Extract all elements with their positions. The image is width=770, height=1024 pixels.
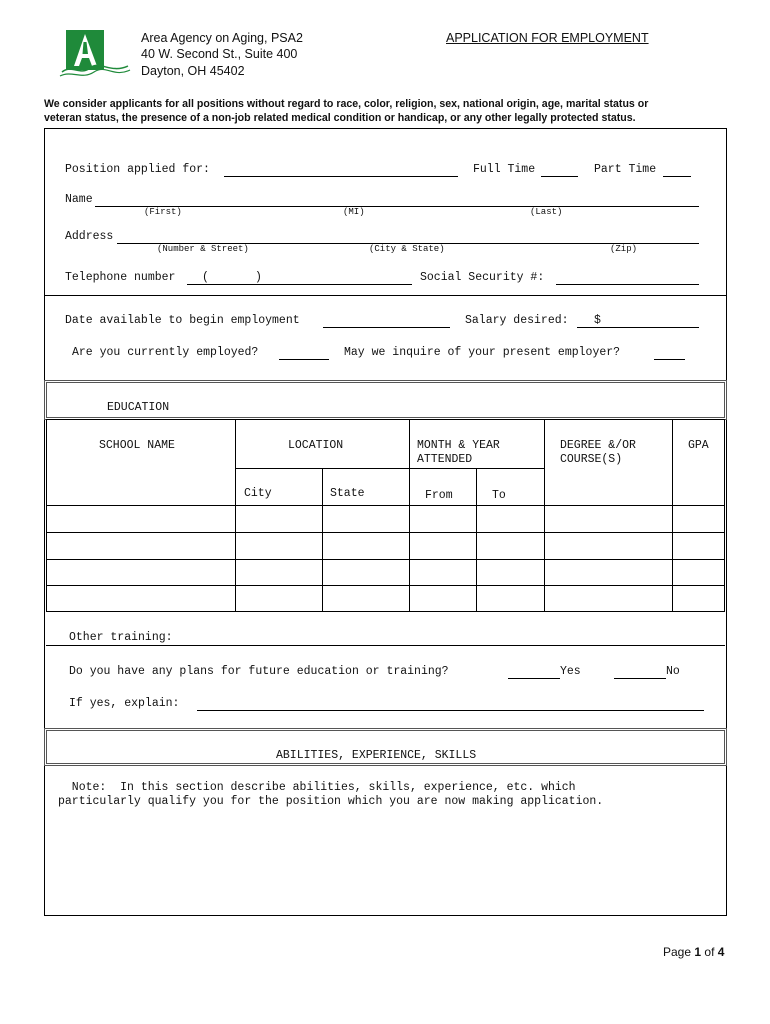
skills-note-line-2: particularly qualify you for the position which you are now making application.: [58, 795, 604, 808]
sub-city: City: [244, 487, 272, 500]
position-input[interactable]: [224, 176, 458, 177]
name-label: Name: [65, 193, 93, 206]
skills-text-area[interactable]: [48, 812, 723, 912]
table-col-line: [409, 419, 410, 612]
col-gpa: GPA: [688, 439, 709, 452]
col-degree-line1: DEGREE &/OR: [560, 439, 636, 452]
future-education-label: Do you have any plans for future education or training?: [69, 665, 449, 678]
date-available-input[interactable]: [323, 327, 450, 328]
other-training-label: Other training:: [69, 631, 173, 644]
table-line: [46, 505, 725, 506]
education-header-box: [44, 380, 727, 420]
sub-to: To: [492, 489, 506, 502]
date-available-label: Date available to begin employment: [65, 314, 300, 327]
name-input[interactable]: [95, 206, 699, 207]
table-col-line: [672, 419, 673, 612]
table-col-line: [544, 419, 545, 612]
tel-paren-close: ): [255, 271, 262, 284]
table-line: [46, 532, 725, 533]
sub-state: State: [330, 487, 365, 500]
education-title: EDUCATION: [107, 401, 170, 414]
tel-paren-open: (: [202, 271, 209, 284]
inquire-input[interactable]: [654, 359, 685, 360]
table-line: [235, 468, 544, 469]
employed-label: Are you currently employed?: [72, 346, 259, 359]
ssn-input[interactable]: [556, 284, 699, 285]
address-label: Address: [65, 230, 114, 243]
col-degree-line2: COURSE(S): [560, 453, 623, 466]
address-line-1: 40 W. Second St., Suite 400: [141, 47, 298, 61]
page-total: 4: [717, 945, 725, 959]
name-last-caption: (Last): [530, 207, 563, 217]
table-col-line: [476, 468, 477, 612]
section-divider: [44, 295, 727, 296]
agency-logo-mark: [58, 28, 132, 80]
form-title: APPLICATION FOR EMPLOYMENT: [446, 31, 649, 45]
explain-label: If yes, explain:: [69, 697, 180, 710]
of-word: of: [704, 945, 715, 959]
address-line-2: Dayton, OH 45402: [141, 64, 245, 78]
employed-input[interactable]: [279, 359, 329, 360]
sub-from: From: [425, 489, 453, 502]
salary-input[interactable]: [577, 327, 699, 328]
full-time-input[interactable]: [541, 176, 578, 177]
position-label: Position applied for:: [65, 163, 210, 176]
no-label: No: [666, 665, 680, 678]
eeo-notice-line-2: veteran status, the presence of a non-job related medical condition or handicap, or any other legally protected status.: [44, 112, 636, 124]
page-number: 1: [694, 945, 702, 959]
section-divider: [46, 645, 725, 646]
agency-logo: [58, 28, 132, 80]
future-no-input[interactable]: [614, 678, 666, 679]
col-school-name: SCHOOL NAME: [99, 439, 175, 452]
inquire-label: May we inquire of your present employer?: [344, 346, 621, 359]
explain-input[interactable]: [197, 710, 704, 711]
skills-note-line-1: Note: In this section describe abilities, skills, experience, etc. which: [58, 781, 576, 794]
yes-label: Yes: [560, 665, 581, 678]
col-month-line1: MONTH & YEAR: [417, 439, 500, 452]
page-word: Page: [663, 945, 692, 959]
part-time-label: Part Time: [594, 163, 657, 176]
org-name: Area Agency on Aging, PSA2: [141, 31, 303, 45]
addr-city-caption: (City & State): [369, 244, 445, 254]
table-col-line: [322, 468, 323, 612]
table-line: [46, 585, 725, 586]
table-line: [46, 559, 725, 560]
dollar-sign: $: [594, 314, 601, 327]
salary-label: Salary desired:: [465, 314, 569, 327]
col-location: LOCATION: [288, 439, 344, 452]
eeo-notice-line-1: We consider applicants for all positions without regard to race, color, religion, sex, national origin, age, marital status or: [44, 98, 649, 110]
addr-zip-caption: (Zip): [610, 244, 638, 254]
col-month-line2: ATTENDED: [417, 453, 473, 466]
ssn-label: Social Security #:: [420, 271, 545, 284]
addr-street-caption: (Number & Street): [157, 244, 249, 254]
telephone-input[interactable]: [187, 284, 412, 285]
telephone-label: Telephone number: [65, 271, 176, 284]
name-first-caption: (First): [144, 207, 182, 217]
page-indicator: [663, 945, 724, 959]
skills-title: ABILITIES, EXPERIENCE, SKILLS: [276, 749, 477, 762]
table-col-line: [235, 419, 236, 612]
part-time-input[interactable]: [663, 176, 691, 177]
full-time-label: Full Time: [473, 163, 536, 176]
name-mi-caption: (MI): [343, 207, 365, 217]
future-yes-input[interactable]: [508, 678, 560, 679]
